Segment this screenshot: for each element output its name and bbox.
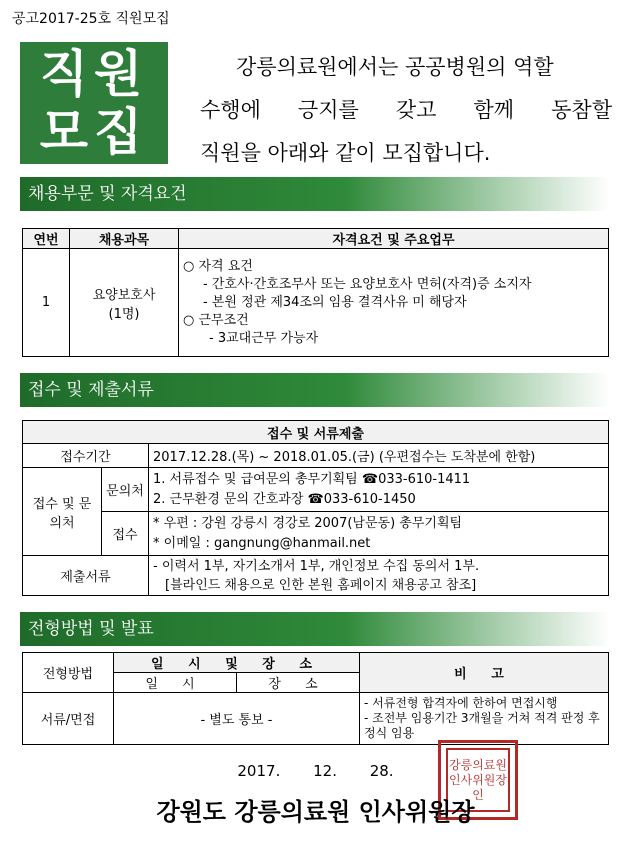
place-header: 장 소 [237, 673, 360, 693]
remarks-header: 비 고 [360, 653, 609, 693]
intro-line-3: 직원을 아래와 같이 모집합니다. [200, 141, 491, 165]
remark-line: - 서류전형 합격자에 한하여 면접시행 [364, 696, 558, 710]
receive-lines [149, 512, 609, 556]
inquiry-lines [149, 468, 609, 512]
positions-table [22, 228, 609, 357]
notice-number: 공고2017-25호 직원모집 [12, 11, 170, 27]
receive-line: * 이메일 : gangnung@hanmail.net [153, 535, 371, 551]
method-label: 전형방법 [23, 653, 114, 693]
row-no: 1 [23, 249, 70, 357]
header-job: 채용과목 [70, 229, 179, 249]
header-no: 연번 [23, 229, 70, 249]
period-value: 2017.12.28.(목) ~ 2018.01.05.(금) (우편접수는 도착분에 한함) [149, 444, 609, 468]
section-heading-application: 접수 및 제출서류 [20, 373, 610, 407]
inquiry-label: 접수 및 문의처 [23, 468, 102, 556]
inquiry-line: 1. 서류접수 및 급여문의 총무기획팀 ☎033-610-1411 [153, 471, 471, 487]
remark-line: - 조전부 임용기간 3개월을 거쳐 적격 판정 후 정식 임용 [364, 711, 600, 740]
date-place-header: 일 시 및 장 소 [114, 653, 360, 673]
documents-lines [149, 556, 609, 596]
receive-sub-label: 접수 [102, 512, 149, 556]
section-heading-selection: 전형방법 및 발표 [20, 612, 610, 646]
inquiry-sub-label: 문의처 [102, 468, 149, 512]
job-count: (1명) [108, 306, 140, 322]
period-label: 접수기간 [23, 444, 149, 468]
notice-date: 2017. 12. 28. [237, 762, 394, 780]
selection-row-value: - 별도 통보 - [114, 693, 360, 745]
logo-line-1: 직원 [39, 45, 149, 103]
selection-row-label: 서류/면접 [23, 693, 114, 745]
intro-text [200, 46, 612, 175]
documents-line: [블라인드 채용으로 인한 본원 홈페이지 채용공고 참조] [165, 577, 477, 593]
application-table-title: 접수 및 서류제출 [23, 421, 609, 444]
intro-line-2: 수행에 긍지를 갖고 함께 동참할 [200, 98, 612, 122]
qualifications-cell [179, 249, 609, 357]
recruit-logo [20, 42, 168, 164]
qual-heading: ○ 자격 요건 [183, 258, 253, 274]
date-header: 일 시 [114, 673, 237, 693]
selection-table [22, 652, 609, 745]
inquiry-line: 2. 근무환경 문의 간호과장 ☎033-610-1450 [153, 491, 416, 507]
application-table [22, 420, 609, 596]
documents-line: - 이력서 1부, 자기소개서 1부, 개인정보 수집 동의서 1부. [153, 558, 480, 574]
row-job [70, 249, 179, 357]
signer: 강원도 강릉의료원 인사위원장 [156, 798, 475, 826]
remarks-cell [360, 693, 609, 745]
qual-item: - 본원 정관 제34조의 임용 결격사유 미 해당자 [203, 294, 467, 310]
work-item: - 3교대근무 가능자 [209, 330, 319, 346]
header-qualifications: 자격요건 및 주요업무 [179, 229, 609, 249]
intro-line-1: 강릉의료원에서는 공공병원의 역할 [236, 55, 554, 79]
seal-text: 강릉의료원인사위원장인 [446, 748, 510, 812]
work-heading: ○ 근무조건 [183, 312, 249, 328]
qual-item: - 간호사·간호조무사 또는 요양보호사 면허(자격)증 소지자 [203, 276, 532, 292]
logo-line-2: 모집 [39, 103, 149, 161]
job-title: 요양보호사 [92, 287, 156, 303]
receive-line: * 우편 : 강원 강릉시 경강로 2007(남문동) 총무기획팀 [153, 515, 463, 531]
documents-label: 제출서류 [23, 556, 149, 596]
section-heading-positions: 채용부문 및 자격요건 [20, 177, 610, 211]
